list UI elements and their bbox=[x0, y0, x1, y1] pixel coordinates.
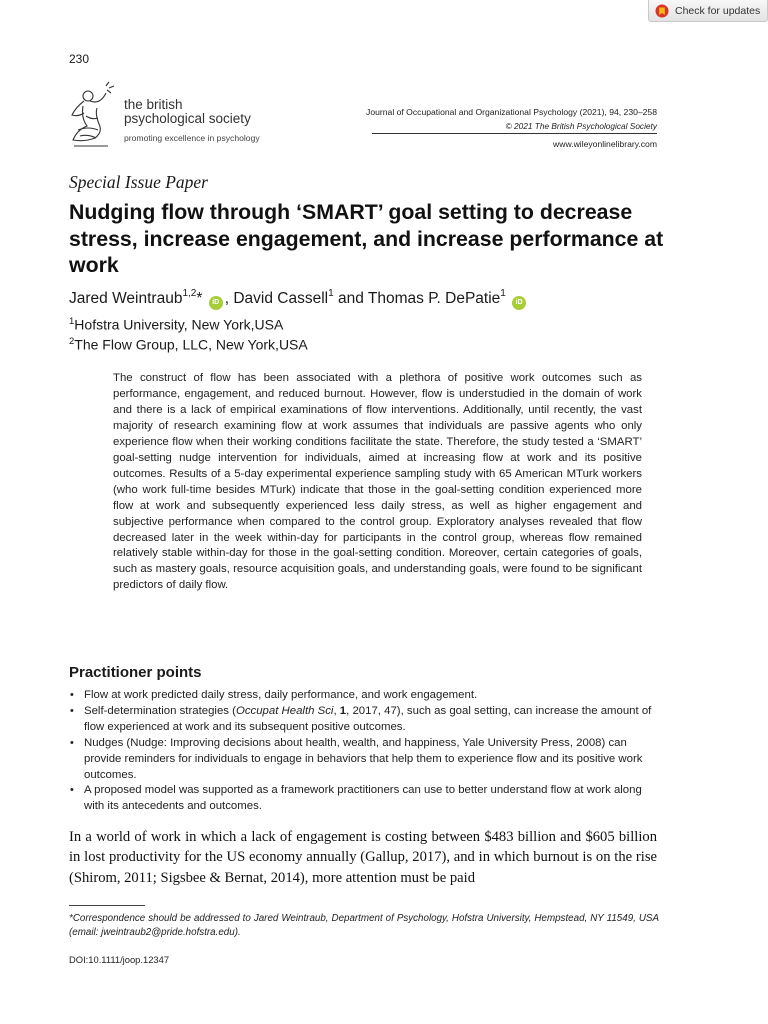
orcid-icon[interactable]: iD bbox=[512, 296, 526, 310]
list-item-text: , 2017, 47), such as goal setting, can increase the amount of flow experienced at work and its subsequent positive outcomes. bbox=[84, 704, 652, 733]
journal-citation: Journal of Occupational and Organizational Psychology (2021), 94, 230–258 bbox=[366, 107, 657, 117]
affiliation-number: 1 bbox=[69, 316, 75, 327]
check-for-updates-label: Check for updates bbox=[675, 4, 761, 17]
volume-bold: 1 bbox=[339, 704, 347, 717]
list-item-text: , bbox=[333, 704, 340, 717]
footnote-rule bbox=[69, 905, 145, 906]
affiliation bbox=[69, 316, 283, 333]
journal-website-link[interactable]: www.wileyonlinelibrary.com bbox=[553, 139, 657, 149]
author-name[interactable]: David Cassell bbox=[233, 290, 329, 308]
publisher-name-line1: the british bbox=[124, 97, 183, 112]
list-item bbox=[69, 704, 659, 736]
list-item-text: Self-determination strategies ( bbox=[84, 704, 236, 717]
practitioner-points-heading: Practitioner points bbox=[69, 664, 202, 681]
author-name[interactable]: Thomas P. DePatie bbox=[367, 290, 501, 308]
author-affil-sup: 1 bbox=[328, 288, 334, 299]
body-paragraph: In a world of work in which a lack of engagement is costing between $483 billion and $605 billion in lost productivity for the US economy annually (Gallup, 2017), and in which burnout is on the rise (Shirom, 2011; Sigsbee & Bernat, 2014), more attention must be paid bbox=[69, 829, 657, 886]
journal-copyright: © 2021 The British Psychological Society bbox=[505, 121, 657, 131]
article-type: Special Issue Paper bbox=[69, 172, 208, 192]
publisher-name bbox=[124, 98, 251, 126]
list-item: • A proposed model was supported as a framework practitioners can use to better understand flow at work along with its antecedents and outcomes. bbox=[69, 783, 659, 815]
author-affil-sup: 1,2 bbox=[182, 288, 197, 299]
affiliation-text: The Flow Group, LLC, New York,USA bbox=[74, 336, 308, 353]
article-title: Nudging flow through ‘SMART’ goal setting to decrease stress, increase engagement, and increase performance at work bbox=[69, 200, 664, 277]
affiliation bbox=[69, 336, 308, 353]
page-number: 230 bbox=[69, 52, 90, 66]
list-item: • Nudges (Nudge: Improving decisions about health, wealth, and happiness, Yale University Press, 2008) can provide reminders for individuals to engage in behaviors that help them to experience flow and its positive work outcomes. bbox=[69, 736, 659, 784]
correspondence-mark: * bbox=[196, 290, 203, 308]
author-name[interactable]: Jared Weintraub bbox=[69, 290, 183, 308]
author-list bbox=[69, 289, 528, 310]
correspondence-footnote: *Correspondence should be addressed to Jared Weintraub, Department of Psychology, Hofstra University, Hempstead, NY 11549, USA (email: jweintraub2@pride.hofstra.edu). bbox=[69, 913, 659, 939]
affiliation-number: 2 bbox=[69, 336, 75, 347]
abstract: The construct of flow has been associated with a plethora of positive work outcomes such as performance, engagement, and reduced burnout. However, flow is understudied in the domain of work and there is a lack of empirical examinations of flow interventions. Additionally, until recently, the vast majority of research examining flow at work assumes that individuals are passive agents who only experience flow when their working conditions facilitate the state. Therefore, the study tested a ‘SMART’ goal-setting nudge intervention for individuals, aimed at increasing flow at work and its positive outcomes. Results of a 5-day experimental experience sampling study with 65 American MTurk workers (who work full-time besides MTurk) indicate that those in the goal-setting condition experienced more flow at work and subsequently experienced less daily stress, as well as higher engagement and subjective performance when compared to the control group. Exploratory analyses revealed that flow decreased later in the week within-day for participants in the control group, whereas flow remained relatively stable within-day for those in the goal-setting condition. Moreover, certain categories of goals, such as mastery goals, resource acquisition goals, and understanding goals, were found to be significant predictors of daily flow. bbox=[113, 372, 642, 592]
journal-name-italic: Occupat Health Sci bbox=[235, 704, 334, 717]
publisher-name-line2: psychological society bbox=[124, 111, 251, 126]
practitioner-points-list bbox=[69, 688, 659, 815]
check-for-updates-icon bbox=[655, 4, 669, 18]
orcid-icon[interactable]: iD bbox=[209, 296, 223, 310]
check-for-updates-button[interactable] bbox=[648, 0, 768, 22]
author-separator: and bbox=[337, 290, 364, 308]
affiliation-text: Hofstra University, New York,USA bbox=[74, 316, 284, 333]
author-affil-sup: 1 bbox=[500, 288, 506, 299]
list-item: • Flow at work predicted daily stress, daily performance, and work engagement. bbox=[69, 688, 659, 704]
header-rule bbox=[372, 133, 657, 134]
publisher-tagline: promoting excellence in psychology bbox=[124, 133, 260, 143]
doi[interactable]: DOI:10.1111/joop.12347 bbox=[69, 954, 170, 965]
bps-logo-figure-icon bbox=[66, 80, 120, 150]
author-separator: , bbox=[224, 290, 230, 308]
